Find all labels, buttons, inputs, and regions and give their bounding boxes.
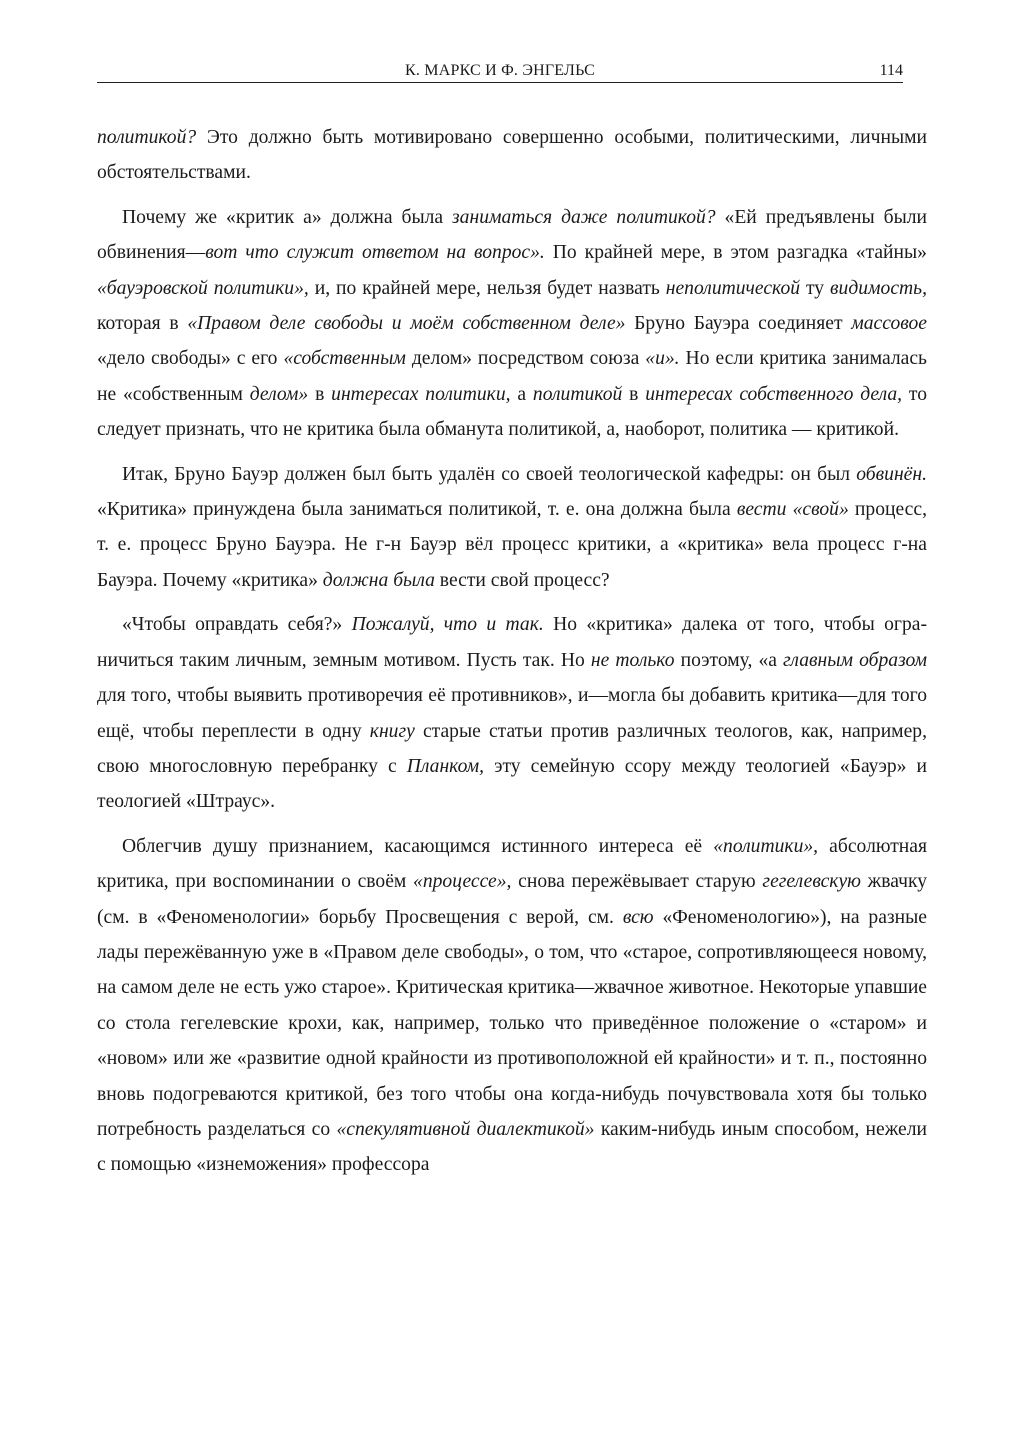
text-run: жвачку (см. в «Феноменологии» борьбу Просвещения с верой, см.	[97, 871, 928, 928]
text-run: Но «критика» далека от того, чтобы ограничиться таким личным, земным мотивом. Пусть так. Но	[97, 614, 927, 671]
page-number: 114	[879, 62, 903, 79]
italic-run: обвинён.	[856, 463, 927, 485]
text-run: Облегчив душу признанием, касающимся истинного интереса её	[122, 835, 714, 857]
italic-run: интересах политики,	[331, 383, 511, 405]
text-run: Но если критика занималась не «собственным	[97, 348, 927, 405]
italic-run: всю	[622, 906, 654, 928]
text-run: процесс, т. е. процесс Бруно Бауэра. Не г-н Бауэр вёл процесс критики, а «критика» вела процесс г-на Бауэра. Почему «критика»	[97, 499, 927, 591]
italic-run: «и».	[645, 348, 680, 370]
italic-run: массовое	[851, 313, 927, 335]
text-run: в	[622, 383, 646, 405]
text-run: снова пережёвывает старую	[511, 871, 763, 893]
text-run: для того, чтобы выявить противоречия её противников», и—могла бы добавить критика—для того ещё, чтобы переплести в одну	[97, 685, 927, 742]
italic-run: политикой	[532, 383, 623, 405]
text-run: в	[308, 383, 332, 405]
italic-run: «Правом деле свободы и моём собственном деле»	[187, 313, 626, 335]
italic-run: видимость,	[830, 277, 927, 299]
italic-run: гегелевскую	[762, 871, 861, 893]
italic-run: вести «свой»	[736, 499, 849, 521]
text-run: старые статьи против различных теологов, как, например, свою многословную перебранку с	[97, 720, 927, 777]
italic-run: политикой?	[97, 127, 197, 148]
text-run: вести свой процесс?	[434, 569, 610, 591]
paragraph	[97, 457, 927, 599]
italic-run: делом»	[249, 383, 309, 405]
text-run: По крайней мере, в этом разгадка «тайны»	[544, 242, 927, 264]
italic-run: книгу	[369, 720, 415, 742]
italic-run: заниматься даже политикой?	[452, 206, 716, 228]
italic-run: вот что служит ответом на вопрос».	[205, 242, 545, 264]
text-run: то следует признать, что не критика была обманута политикой, а, наоборот, политика — критикой.	[97, 383, 928, 441]
text-run: «Феноменологию»), на разные лады пережёванную уже в «Правом деле свободы», о том, что «старое, сопротивляющееся новому, на самом деле не есть ужо старое». Критическая критика—жвачное животное. Некоторые упавшие со стола гегелевские крохи, как, например, только что приведённое положение о «старом» и «новом» или же «развитие одной крайности из противоположной ей крайности» и т. п., постоянно вновь подогреваются критикой, без того чтобы она когда-нибудь почувствовала хотя бы только потребность разделаться со	[97, 906, 928, 1140]
italic-run: «политики»,	[713, 835, 819, 857]
text-run: «Ей предъявлены были обвинения—	[97, 206, 928, 264]
text-run: «Чтобы оправдать себя?»	[122, 614, 352, 636]
italic-run: не только	[590, 649, 675, 671]
italic-run: неполитической	[665, 277, 801, 299]
text-run: каким-нибудь иным способом, нежели с помощью «изнеможения» профессора	[97, 1118, 927, 1176]
text-run: эту семейную ссору между теологией «Бауэр» и теологией «Штраус».	[97, 755, 927, 813]
italic-run: Пожалуй, что и так.	[351, 614, 544, 636]
paragraph	[97, 120, 927, 191]
text-run: которая в	[97, 313, 188, 335]
paragraph	[97, 200, 927, 448]
text-run: Это должно быть мотивировано совершенно особыми, политическими, личными обстоятельствами.	[97, 127, 927, 184]
text-run: «дело свободы» с его	[97, 348, 284, 370]
text-run: Итак, Бруно Бауэр должен был быть удалён со своей теологической кафедры: он был	[122, 463, 857, 485]
paragraph	[97, 607, 927, 819]
italic-run: должна была	[322, 569, 435, 591]
page-header	[97, 60, 903, 83]
running-header-title: К. МАРКС И Ф. ЭНГЕЛЬС	[405, 62, 595, 79]
italic-run: «бауэровской политики»,	[97, 277, 309, 299]
text-run: Почему же «критик а» должна была	[122, 206, 453, 228]
text-run: «Критика» принуждена была заниматься политикой, т. е. она должна была	[97, 499, 737, 521]
text-run: абсолютная критика, при воспоминании о своём	[97, 835, 927, 893]
text-run: ту	[800, 277, 831, 299]
italic-run: интересах собственного дела,	[645, 383, 903, 405]
italic-run: «собственным	[283, 348, 406, 370]
text-run: и, по крайней мере, нельзя будет назвать	[308, 277, 666, 299]
text-run: а	[510, 383, 533, 405]
italic-run: «спекулятивной диалектикой»	[336, 1118, 595, 1140]
italic-run: Планком,	[406, 755, 485, 777]
text-run: делом» посредством союза	[405, 348, 646, 370]
italic-run: главным образом	[783, 649, 928, 671]
text-run: поэтому, «а	[674, 649, 784, 671]
italic-run: «процессе»,	[413, 871, 512, 893]
text-run: Бруно Бауэра соединяет	[625, 313, 852, 335]
body-text	[97, 120, 927, 1192]
paragraph	[97, 829, 927, 1183]
